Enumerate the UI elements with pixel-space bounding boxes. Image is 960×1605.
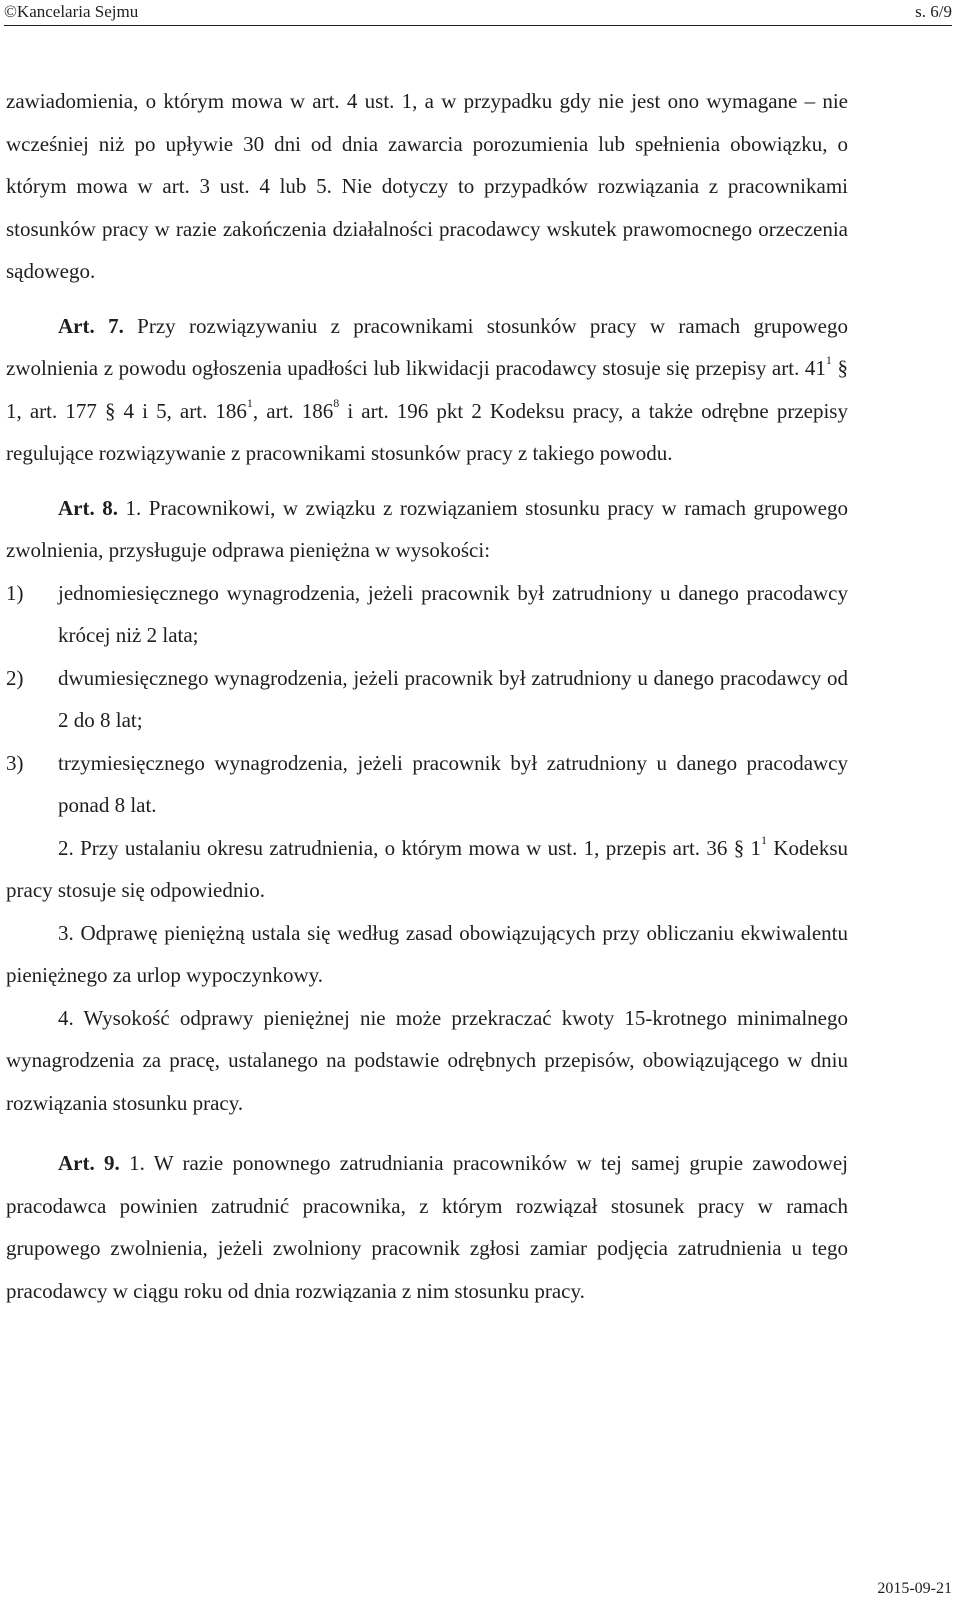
list-item-text: dwumiesięcznego wynagrodzenia, jeżeli pracownik był zatrudniony u danego pracodawcy od 2 do 8 lat; [58,665,848,732]
article-9-label: Art. 9. [58,1151,120,1175]
list-item [6,657,848,742]
article-8-paragraph-2 [6,827,848,912]
article-7-text-3: , art. 186 [252,398,334,423]
article-7 [6,305,848,475]
document-body [6,80,848,1312]
article-8-paragraph-3: 3. Odprawę pieniężną ustala się według zasad obowiązujących przy obliczaniu ekwiwalentu pieniężnego za urlop wypoczynkowy. [6,920,848,987]
article-8-label: Art. 8. [58,495,118,520]
header-divider [4,25,952,26]
header-copyright: ©Kancelaria Sejmu [4,2,139,21]
article-9-text: 1. W razie ponownego zatrudniania pracowników w tej samej grupie zawodowej pracodawca powinien zatrudnić pracownika, z którym rozwiązał stosunek pracy w ramach grupowego zwolnienia, jeżeli zwolniony pracownik zgłosi zamiar podjęcia zatrudnienia u tego pracodawcy w ciągu roku od dnia rozwiązania z nim stosunku pracy. [6,1151,848,1303]
list-item-text: jednomiesięcznego wynagrodzenia, jeżeli pracownik był zatrudniony u danego pracodawcy krócej niż 2 lata; [58,580,848,647]
article-8-paragraph-2-text-b: Kodeksu pracy stosuje się odpowiednio. [6,835,848,902]
article-8-paragraph-2-text-a: 2. Przy ustalaniu okresu zatrudnienia, o którym mowa w ust. 1, przepis art. 36 § 1 [58,835,762,860]
article-8-paragraph-4: 4. Wysokość odprawy pieniężnej nie może przekraczać kwoty 15-krotnego minimalnego wynagrodzenia za pracę, ustalanego na podstawie odrębnych przepisów, obowiązującego w dniu rozwiązania stosunku pracy. [6,1005,848,1115]
article-7-label: Art. 7. [58,313,124,338]
article-8-text-1: 1. Pracownikowi, w związku z rozwiązaniem stosunku pracy w ramach grupowego zwolnienia, przysługuje odprawa pieniężna w wysokości: [6,495,849,562]
article-9 [6,1142,848,1312]
article-7-text-2: § 1, art. 177 § 4 i 5, art. 186 [6,356,848,423]
article-8-paragraph-2-sup: 1 [761,832,768,847]
article-8-paragraph-1 [6,487,848,572]
list-item [6,572,848,657]
page-header [0,0,960,24]
article-7-text-4: i art. 196 pkt 2 Kodeksu pracy, a także odrębne przepisy regulujące rozwiązywanie z pracownikami stosunków pracy z takiego powodu. [6,398,848,465]
article-7-text-1: Przy rozwiązywaniu z pracownikami stosunków pracy w ramach grupowego zwolnienia z powodu ogłoszenia upadłości lub likwidacji pracodawcy stosuje się przepisy art. 41 [6,313,849,380]
list-item-text: trzymiesięcznego wynagrodzenia, jeżeli pracownik był zatrudniony u danego pracodawcy ponad 8 lat. [58,750,848,817]
list-item-number: 3) [6,750,24,775]
list-item [6,742,848,827]
paragraph-continuation: zawiadomienia, o którym mowa w art. 4 ust. 1, a w przypadku gdy nie jest ono wymagane – nie wcześniej niż po upływie 30 dni od dnia zawarcia porozumienia lub spełnienia obowiązku, o którym mowa w art. 3 ust. 4 lub 5. Nie dotyczy to przypadków rozwiązania z pracownikami stosunków pracy w razie zakończenia działalności pracodawcy wskutek prawomocnego orzeczenia sądowego. [6,89,848,283]
footer-date: 2015-09-21 [877,1580,952,1597]
header-page-number: s. 6/9 [915,2,952,21]
article-7-sup-3: 8 [333,395,340,410]
article-7-sup-2: 1 [246,395,253,410]
list-item-number: 2) [6,665,24,690]
list-item-number: 1) [6,580,24,605]
article-7-sup-1: 1 [825,353,832,367]
